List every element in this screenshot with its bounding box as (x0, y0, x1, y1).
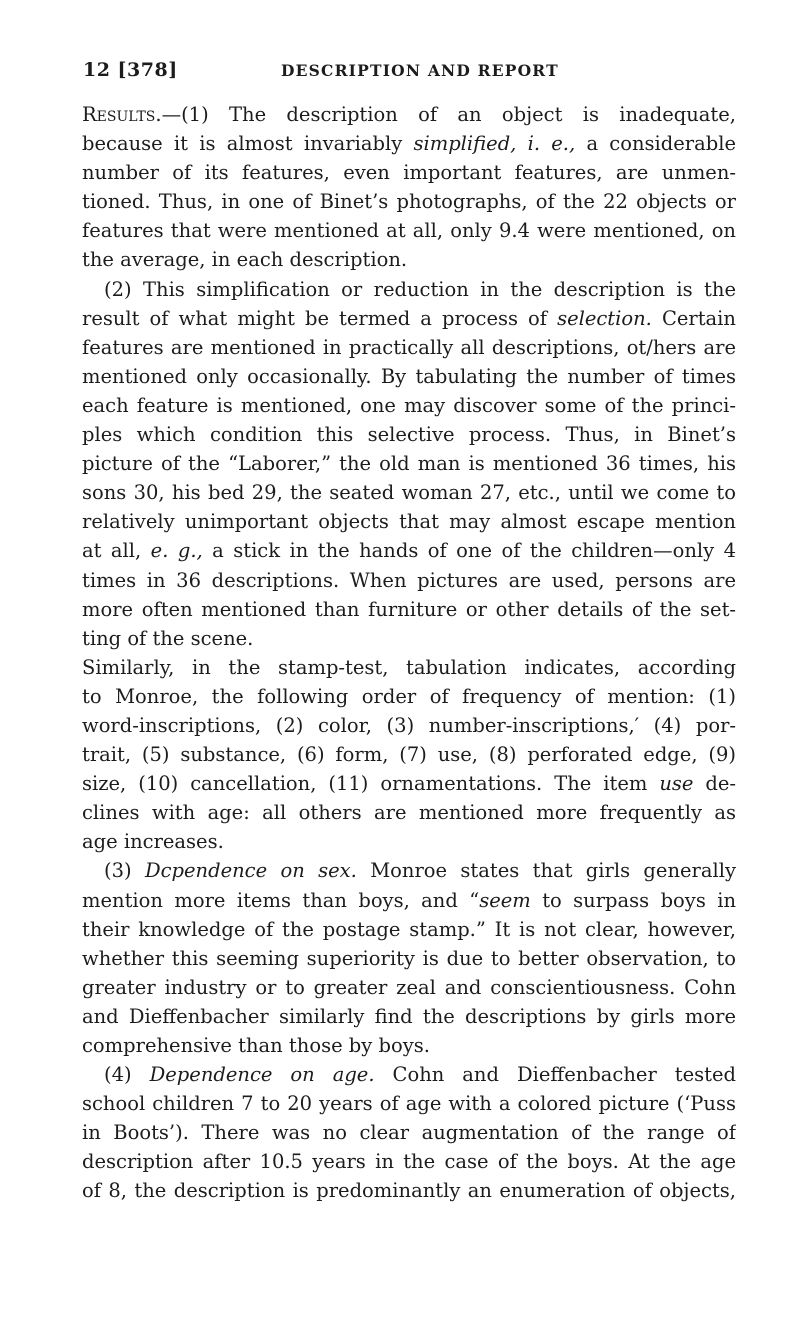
text-line (82, 915, 736, 944)
text-line (82, 216, 736, 245)
body-text (82, 100, 736, 1206)
text-segment: whether this seeming superiority is due to better observation, to (82, 946, 736, 970)
text-line (82, 944, 736, 973)
text-segment: in Boots’). There was no clear augmentation of the range of (82, 1121, 736, 1145)
text-segment: de- (693, 772, 736, 796)
text-line (82, 1060, 736, 1089)
text-segment: and Dieffenbacher similarly find the descriptions by girls more (82, 1004, 736, 1028)
text-segment: Similarly, in the stamp-test, tabulation indicates, according (82, 655, 736, 679)
text-segment: more often mentioned than furniture or other details of the set- (82, 597, 736, 621)
text-line (82, 682, 736, 711)
text-segment: —(1) The description of an object is inadequate, (161, 103, 736, 126)
text-line (82, 158, 736, 187)
text-line (82, 362, 736, 391)
text-line (82, 827, 736, 856)
text-segment: features that were mentioned at all, only 9.4 were mentioned, on (82, 219, 736, 243)
italic-text: simplified, i. e., (413, 132, 576, 156)
text-segment: times in 36 descriptions. When pictures are used, persons are (82, 568, 736, 592)
text-line (82, 507, 736, 536)
text-line (82, 886, 736, 915)
running-title: DESCRIPTION AND REPORT (281, 61, 559, 80)
text-segment: age increases. (82, 830, 224, 854)
text-segment: to Monroe, the following order of frequency of mention: (1) (82, 684, 736, 708)
text-segment: mention more items than boys, and “ (82, 888, 480, 912)
text-segment: of 8, the description is predominantly an enumeration of objects, (82, 1179, 736, 1203)
text-line (82, 856, 736, 885)
text-line (82, 275, 736, 304)
text-segment: description after 10.5 years in the case of the boys. At the age (82, 1150, 736, 1174)
text-segment: ples which condition this selective process. Thus, in Binet’s (82, 423, 736, 447)
italic-text: selection. (557, 306, 652, 330)
text-segment: (2) This simplification or reduction in the description is the (104, 277, 736, 301)
text-segment: ting of the scene. (82, 626, 254, 650)
text-line (82, 420, 736, 449)
text-line (82, 100, 736, 129)
text-segment: clines with age: all others are mentioned more frequently as (82, 801, 736, 825)
text-line (82, 798, 736, 827)
text-segment: (3) (104, 859, 145, 883)
text-line (82, 769, 736, 798)
text-line (82, 1118, 736, 1147)
text-segment: a stick in the hands of one of the children—only 4 (202, 539, 736, 563)
text-line (82, 449, 736, 478)
text-line (82, 595, 736, 624)
text-segment: (4) (104, 1063, 150, 1087)
text-segment: word-inscriptions, (2) color, (3) number-inscriptions,′ (4) por- (82, 713, 736, 737)
text-line (82, 245, 736, 274)
text-line (82, 304, 736, 333)
text-segment: their knowledge of the postage stamp.” It is not clear, however, (82, 917, 736, 941)
text-segment: comprehensive than those by boys. (82, 1034, 430, 1057)
text-segment: tioned. Thus, in one of Binet’s photographs, of the 22 objects or (82, 190, 736, 214)
section-label: Results. (82, 103, 162, 126)
text-line (82, 536, 736, 565)
text-line (82, 1089, 736, 1118)
text-segment: mentioned only occasionally. By tabulating the number of times (82, 364, 736, 388)
text-segment: picture of the “Laborer,” the old man is mentioned 36 times, his (82, 452, 736, 476)
text-segment: sons 30, his bed 29, the seated woman 27, etc., until we come to (82, 481, 736, 505)
text-segment: school children 7 to 20 years of age with a colored picture (‘Puss (82, 1092, 736, 1116)
italic-text: Dcpendence on sex. (144, 859, 357, 883)
text-segment: size, (10) cancellation, (11) ornamentations. The item (82, 772, 660, 796)
text-segment: greater industry or to greater zeal and conscientiousness. Cohn (82, 975, 736, 999)
italic-text: seem (479, 888, 531, 912)
text-segment: relatively unimportant objects that may almost escape mention (82, 510, 736, 534)
text-segment: trait, (5) substance, (6) form, (7) use, (8) perforated edge, (9) (82, 743, 736, 767)
italic-text: use (659, 772, 694, 796)
text-line (82, 973, 736, 1002)
text-segment: each feature is mentioned, one may discover some of the princi- (82, 393, 736, 417)
text-segment: Cohn and Dieffenbacher tested (374, 1063, 736, 1087)
text-line (82, 711, 736, 740)
text-line (82, 391, 736, 420)
text-segment: Certain (651, 306, 736, 330)
text-segment: result of what might be termed a process of (82, 306, 558, 330)
text-line (82, 187, 736, 216)
text-line (82, 1176, 736, 1205)
text-line (82, 653, 736, 682)
text-segment: a considerable (575, 132, 736, 156)
text-line (82, 1002, 736, 1031)
text-line (82, 1031, 736, 1060)
text-line (82, 740, 736, 769)
text-line (82, 129, 736, 158)
text-segment: number of its features, even important features, are unmen- (82, 161, 736, 185)
text-line (82, 624, 736, 653)
text-segment: at all, (82, 539, 151, 563)
text-line (82, 478, 736, 507)
text-line (82, 1147, 736, 1176)
text-segment: because it is almost invariably (82, 132, 414, 156)
page-number: 12 [378] (83, 59, 178, 81)
text-segment: Monroe states that girls generally (356, 859, 736, 883)
text-segment: the average, in each description. (82, 248, 408, 272)
text-line (82, 333, 736, 362)
running-head (83, 56, 723, 84)
italic-text: e. g., (150, 539, 203, 563)
text-segment: to surpass boys in (530, 888, 736, 912)
italic-text: Dependence on age. (149, 1063, 375, 1087)
text-segment: features are mentioned in practically all descriptions, ot/hers are (82, 335, 736, 359)
text-line (82, 566, 736, 595)
